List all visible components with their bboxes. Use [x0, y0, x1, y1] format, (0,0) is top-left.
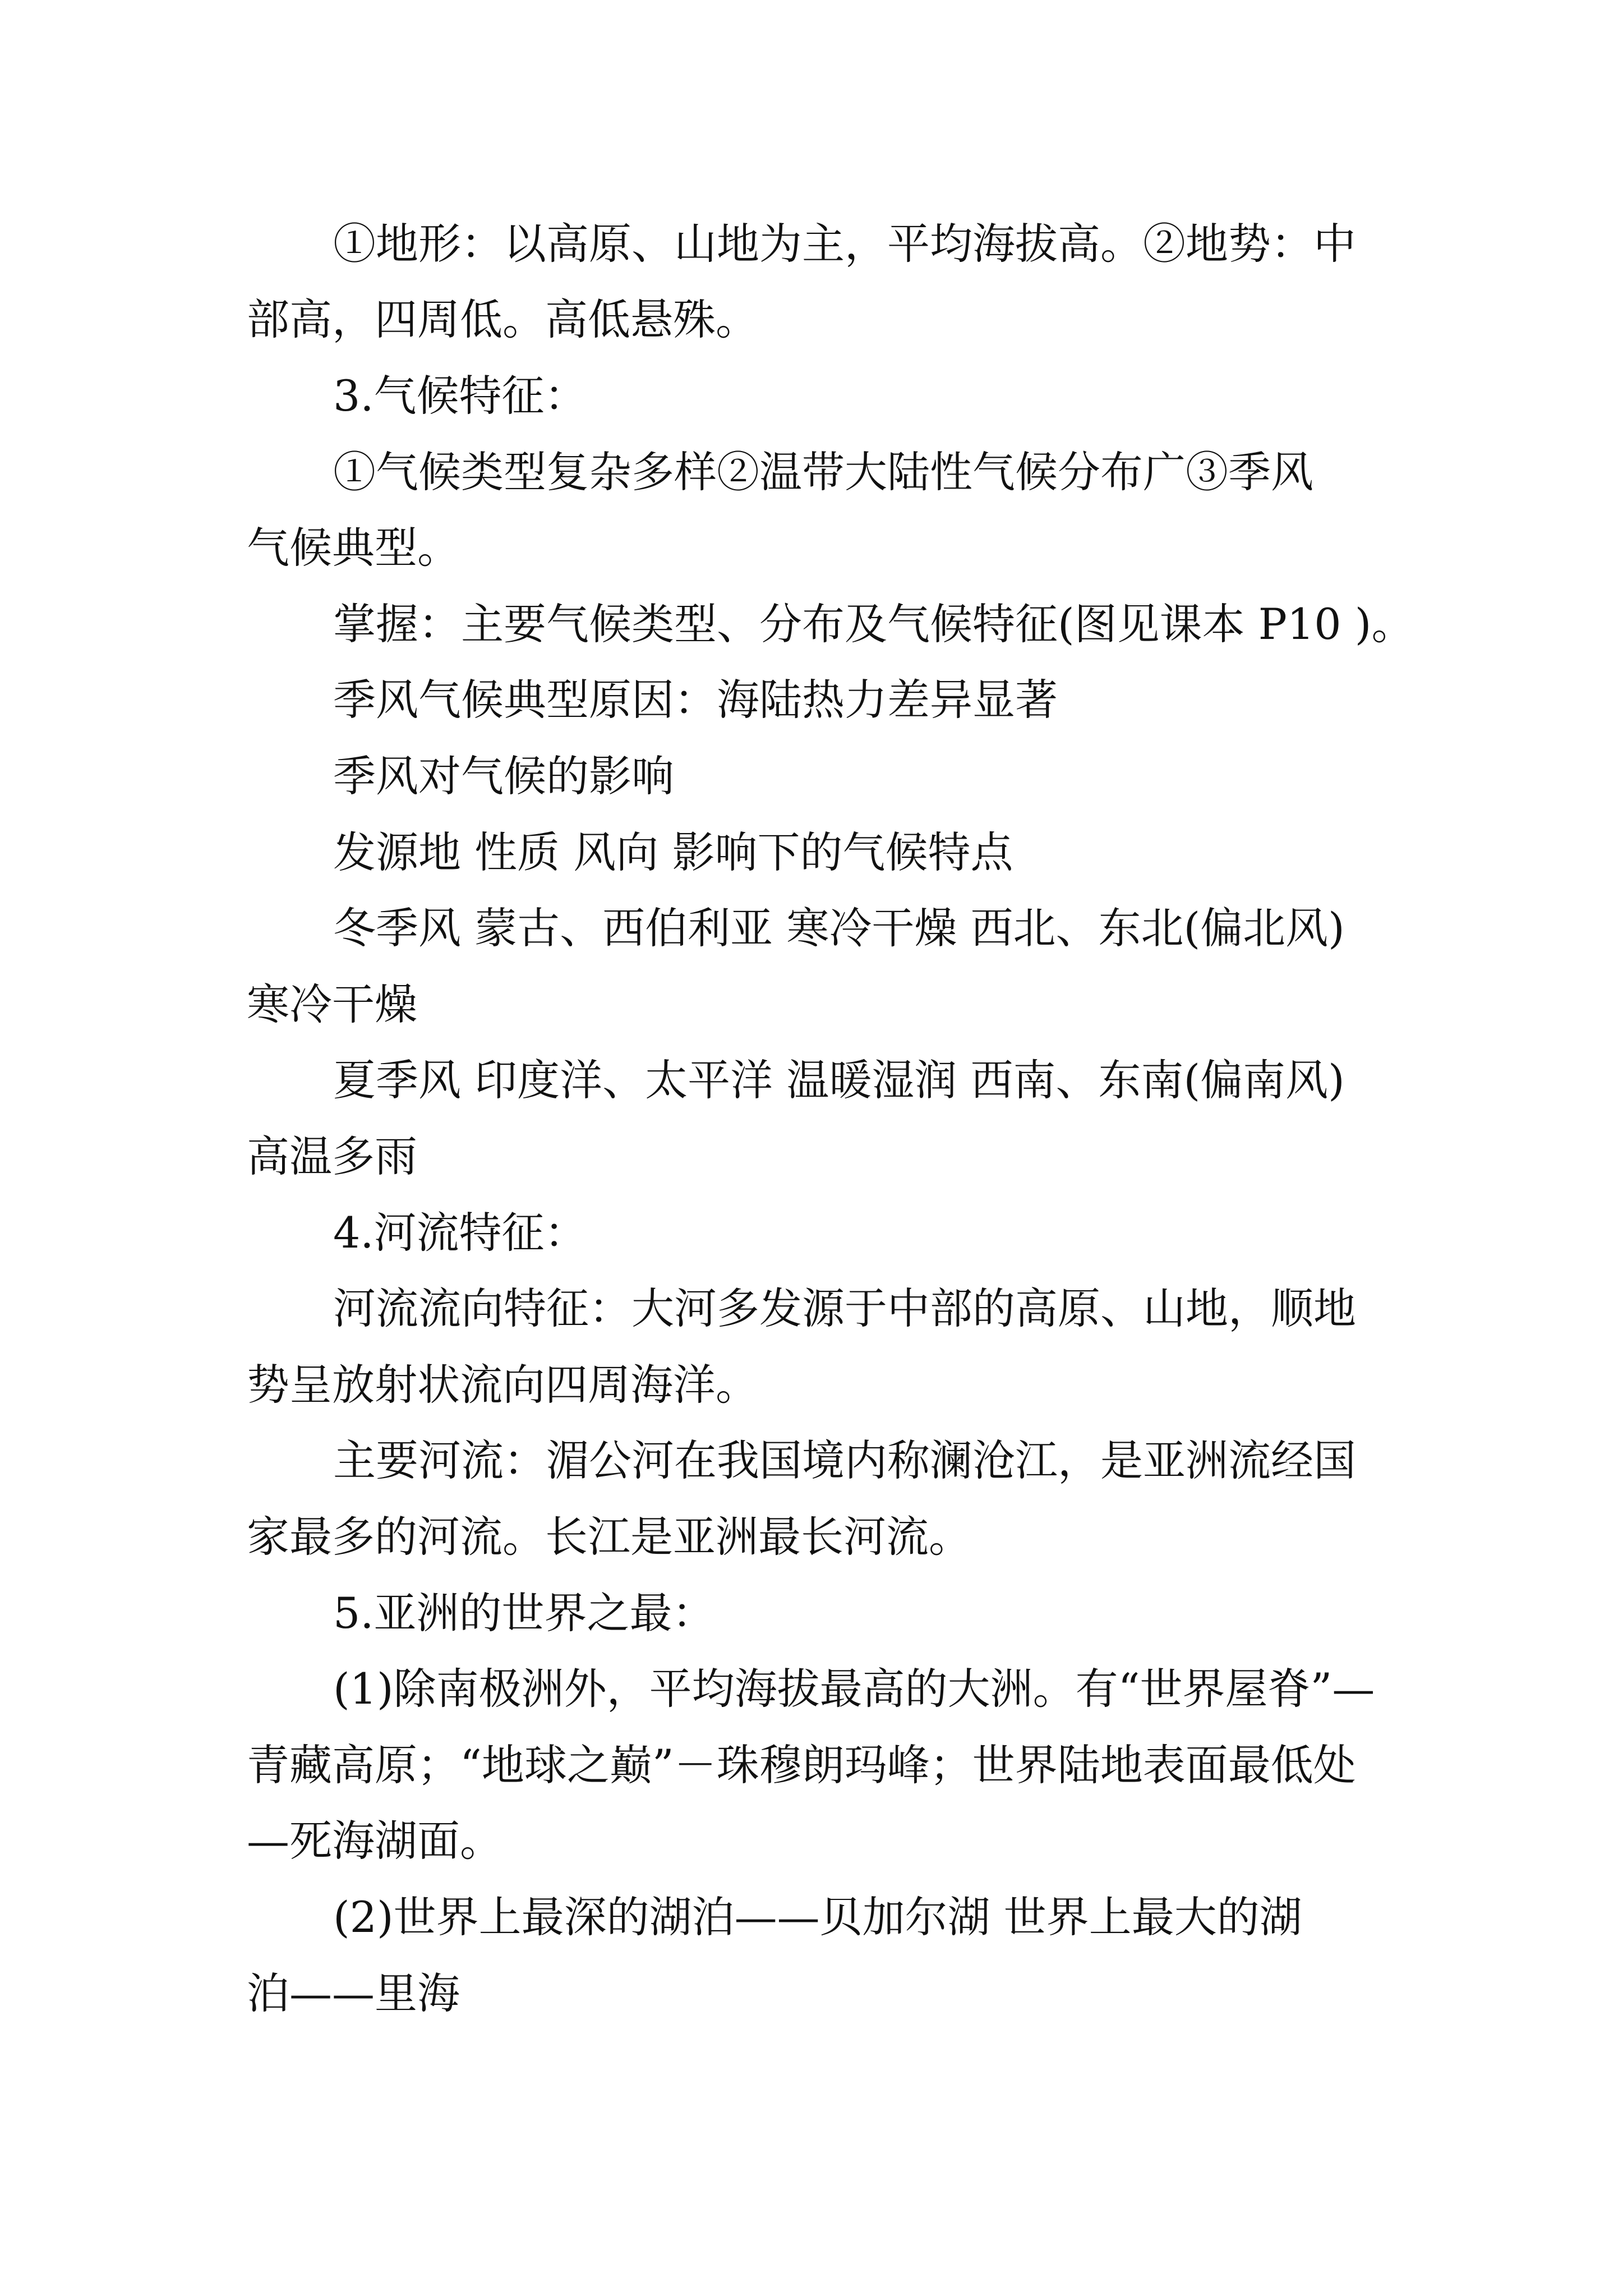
paragraph-line: 河流流向特征：大河多发源于中部的高原、山地，顺地 [333, 1283, 1356, 1333]
table-row-line: 寒冷干燥 [247, 979, 417, 1029]
table-row-line: 高温多雨 [247, 1131, 417, 1181]
paragraph-line: 势呈放射状流向四周海洋。 [247, 1360, 758, 1410]
paragraph-line: 掌握：主要气候类型、分布及气候特征(图见课本 P10 )。 [333, 599, 1414, 649]
paragraph-line: 气候典型。 [247, 523, 460, 573]
section-heading: 5.亚洲的世界之最： [333, 1588, 715, 1638]
paragraph-line: 青藏高原；“地球之巅”－珠穆朗玛峰；世界陆地表面最低处 [247, 1740, 1356, 1790]
paragraph-line: ①气候类型复杂多样②温带大陆性气候分布广③季风 [333, 447, 1313, 497]
paragraph-line: —死海湖面。 [247, 1816, 502, 1866]
paragraph-line: 季风对气候的影响 [333, 751, 674, 801]
paragraph-line: 泊——里海 [247, 1968, 460, 2018]
paragraph-line: 季风气候典型原因：海陆热力差异显著 [333, 675, 1058, 725]
section-heading: 3.气候特征： [333, 371, 587, 421]
paragraph-line: (1)除南极洲外，平均海拔最高的大洲。有“世界屋脊”— [333, 1664, 1375, 1714]
table-row-line: 夏季风 印度洋、太平洋 温暖湿润 西南、东南(偏南风) [333, 1055, 1345, 1105]
table-header-line: 发源地 性质 风向 影响下的气候特点 [333, 827, 1013, 877]
paragraph-line: 家最多的河流。长江是亚洲最长河流。 [247, 1512, 971, 1562]
paragraph-line: 部高，四周低。高低悬殊。 [247, 295, 758, 344]
paragraph-line: 主要河流：湄公河在我国境内称澜沧江，是亚洲流经国 [333, 1435, 1356, 1485]
paragraph-line: ①地形：以高原、山地为主，平均海拔高。②地势：中 [333, 219, 1356, 269]
table-row-line: 冬季风 蒙古、西伯利亚 寒冷干燥 西北、东北(偏北风) [333, 903, 1345, 953]
section-heading: 4.河流特征： [333, 1208, 587, 1258]
paragraph-line: (2)世界上最深的湖泊——贝加尔湖 世界上最大的湖 [333, 1892, 1302, 1942]
